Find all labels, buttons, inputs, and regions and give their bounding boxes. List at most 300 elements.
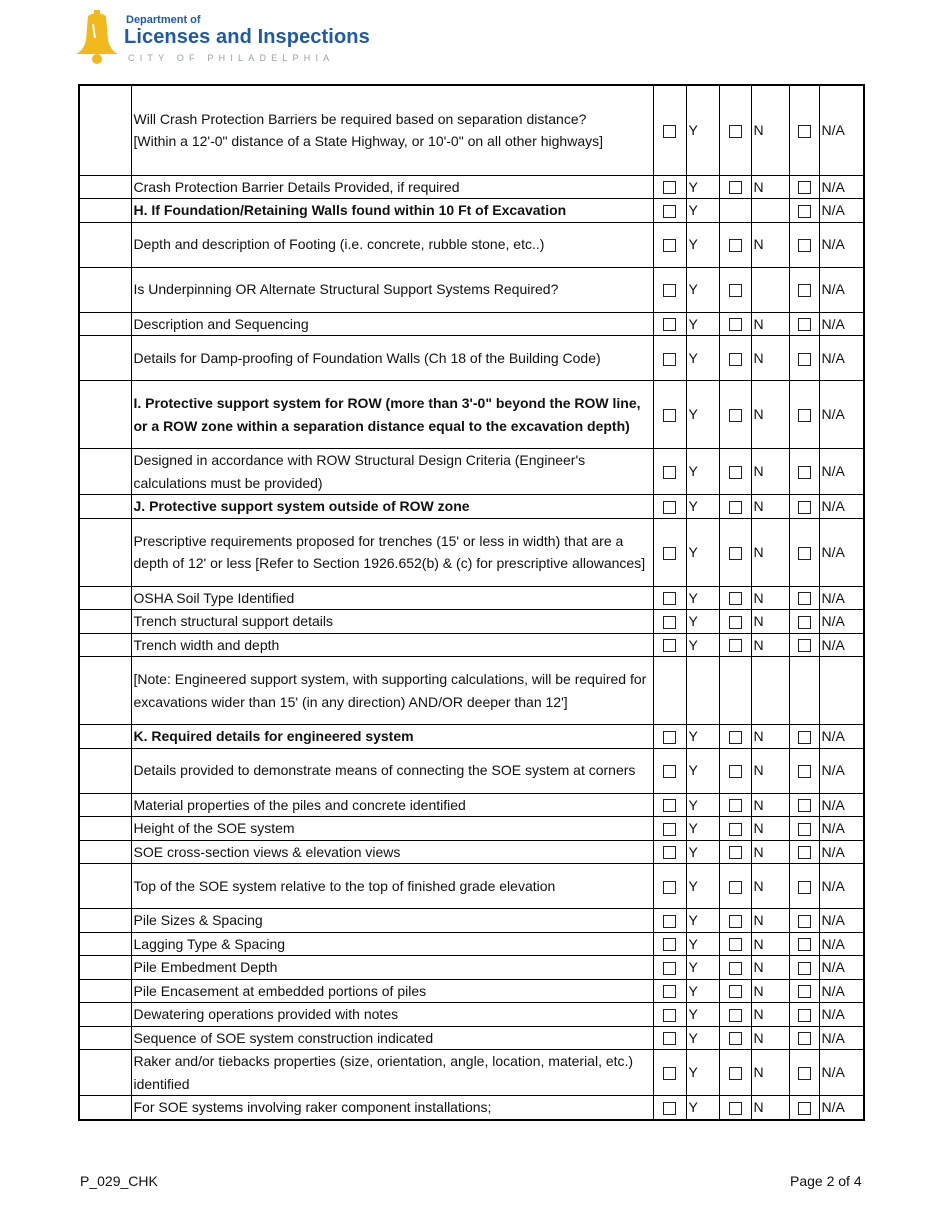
no-checkbox[interactable] (729, 731, 742, 744)
checklist-row (79, 85, 864, 175)
item-number-cell (79, 725, 131, 749)
na-checkbox-cell (789, 267, 819, 312)
na-label: N/A (819, 932, 864, 956)
yes-checkbox[interactable] (663, 616, 676, 629)
na-checkbox[interactable] (798, 765, 811, 778)
checklist-item-text: Raker and/or tiebacks properties (size, orientation, angle, location, material, etc.) identified (131, 1050, 653, 1096)
na-checkbox[interactable] (798, 181, 811, 194)
yes-checkbox-cell (653, 1096, 686, 1120)
na-checkbox[interactable] (798, 823, 811, 836)
no-checkbox-cell (719, 909, 751, 933)
no-checkbox-cell (719, 586, 751, 610)
yes-checkbox-cell (653, 1003, 686, 1027)
checklist-row (79, 1050, 864, 1096)
item-number-cell (79, 840, 131, 864)
no-checkbox[interactable] (729, 1009, 742, 1022)
no-checkbox-cell (719, 336, 751, 381)
no-checkbox-cell (719, 381, 751, 449)
na-checkbox-cell (789, 725, 819, 749)
yes-label: Y (686, 222, 719, 267)
checklist-item-text: Description and Sequencing (131, 312, 653, 336)
checklist-item-text: Prescriptive requirements proposed for trenches (15' or less in width) that are a depth of 12' or less [Refer to Section 1926.652(b) & (c) for prescriptive allowances] (131, 518, 653, 586)
yes-checkbox-cell (653, 175, 686, 199)
item-number-cell (79, 586, 131, 610)
na-label: N/A (819, 610, 864, 634)
yes-checkbox-cell (653, 840, 686, 864)
na-label: N/A (819, 979, 864, 1003)
yes-checkbox[interactable] (663, 799, 676, 812)
no-checkbox[interactable] (729, 353, 742, 366)
no-label: N (751, 1003, 789, 1027)
yes-checkbox-cell (653, 864, 686, 909)
na-label: N/A (819, 864, 864, 909)
item-number-cell (79, 1050, 131, 1096)
na-checkbox[interactable] (798, 284, 811, 297)
yes-label: Y (686, 267, 719, 312)
yes-label: Y (686, 932, 719, 956)
item-number-cell (79, 932, 131, 956)
checklist-item-text: Trench width and depth (131, 633, 653, 657)
no-checkbox[interactable] (729, 1067, 742, 1080)
item-number-cell (79, 85, 131, 175)
no-label: N (751, 336, 789, 381)
na-label: N/A (819, 267, 864, 312)
checklist-row (79, 312, 864, 336)
na-label: N/A (819, 586, 864, 610)
na-checkbox[interactable] (798, 985, 811, 998)
yes-label: Y (686, 956, 719, 980)
item-number-cell (79, 748, 131, 793)
na-checkbox[interactable] (798, 409, 811, 422)
item-number-cell (79, 657, 131, 725)
na-checkbox[interactable] (798, 239, 811, 252)
checklist-item-text: Is Underpinning OR Alternate Structural Support Systems Required? (131, 267, 653, 312)
no-label: N (751, 793, 789, 817)
checklist-item-text: [Note: Engineered support system, with supporting calculations, will be required for excavations wider than 15' (in any direction) AND/OR deeper than 12'] (131, 657, 653, 725)
form-code: P_029_CHK (80, 1173, 158, 1189)
yes-label: Y (686, 495, 719, 519)
na-checkbox-cell (789, 909, 819, 933)
yes-checkbox-cell (653, 495, 686, 519)
yes-checkbox[interactable] (663, 501, 676, 514)
na-label: N/A (819, 633, 864, 657)
item-number-cell (79, 381, 131, 449)
no-checkbox-cell (719, 793, 751, 817)
na-label: N/A (819, 840, 864, 864)
no-checkbox[interactable] (729, 846, 742, 859)
no-checkbox-cell (719, 1003, 751, 1027)
item-number-cell (79, 817, 131, 841)
no-label: N (751, 956, 789, 980)
checklist-item-text: Pile Encasement at embedded portions of piles (131, 979, 653, 1003)
checklist-item-text: Top of the SOE system relative to the top of finished grade elevation (131, 864, 653, 909)
na-checkbox[interactable] (798, 205, 811, 218)
yes-checkbox[interactable] (663, 284, 676, 297)
no-checkbox[interactable] (729, 409, 742, 422)
yes-checkbox[interactable] (663, 823, 676, 836)
no-checkbox-cell (719, 657, 751, 725)
no-label: N (751, 748, 789, 793)
section-heading: K. Required details for engineered system (131, 725, 653, 749)
na-checkbox[interactable] (798, 616, 811, 629)
yes-checkbox-cell (653, 979, 686, 1003)
no-checkbox-cell (719, 840, 751, 864)
no-label: N (751, 175, 789, 199)
checklist-row (79, 1003, 864, 1027)
page-number: Page 2 of 4 (790, 1173, 862, 1189)
yes-checkbox-cell (653, 909, 686, 933)
yes-checkbox[interactable] (663, 846, 676, 859)
na-checkbox[interactable] (798, 731, 811, 744)
yes-label: Y (686, 1096, 719, 1120)
yes-checkbox-cell (653, 449, 686, 495)
yes-checkbox-cell (653, 725, 686, 749)
checklist-row (79, 381, 864, 449)
no-label: N (751, 864, 789, 909)
item-number-cell (79, 610, 131, 634)
no-checkbox[interactable] (729, 181, 742, 194)
yes-checkbox[interactable] (663, 765, 676, 778)
no-label: N (751, 610, 789, 634)
yes-checkbox[interactable] (663, 547, 676, 560)
yes-checkbox-cell (653, 793, 686, 817)
no-label (751, 199, 789, 223)
checklist-row (79, 956, 864, 980)
na-label: N/A (819, 175, 864, 199)
yes-checkbox[interactable] (663, 466, 676, 479)
no-checkbox-cell (719, 175, 751, 199)
yes-checkbox[interactable] (663, 592, 676, 605)
item-number-cell (79, 267, 131, 312)
no-label: N (751, 381, 789, 449)
yes-label: Y (686, 312, 719, 336)
no-checkbox[interactable] (729, 985, 742, 998)
no-checkbox-cell (719, 633, 751, 657)
na-checkbox-cell (789, 748, 819, 793)
yes-checkbox[interactable] (663, 1067, 676, 1080)
yes-checkbox-cell (653, 817, 686, 841)
na-checkbox-cell (789, 381, 819, 449)
yes-checkbox[interactable] (663, 181, 676, 194)
no-checkbox[interactable] (729, 239, 742, 252)
yes-checkbox[interactable] (663, 962, 676, 975)
item-number-cell (79, 1026, 131, 1050)
checklist-item-text: Crash Protection Barrier Details Provided, if required (131, 175, 653, 199)
na-checkbox[interactable] (798, 466, 811, 479)
no-checkbox[interactable] (729, 962, 742, 975)
na-checkbox-cell (789, 657, 819, 725)
na-label: N/A (819, 1003, 864, 1027)
na-checkbox[interactable] (798, 1032, 811, 1045)
yes-checkbox[interactable] (663, 318, 676, 331)
na-checkbox-cell (789, 840, 819, 864)
na-checkbox-cell (789, 85, 819, 175)
checklist-row (79, 586, 864, 610)
no-label: N (751, 222, 789, 267)
na-label: N/A (819, 518, 864, 586)
yes-checkbox-cell (653, 932, 686, 956)
no-label: N (751, 909, 789, 933)
yes-label: Y (686, 175, 719, 199)
no-checkbox[interactable] (729, 501, 742, 514)
no-checkbox-cell (719, 1026, 751, 1050)
na-checkbox[interactable] (798, 639, 811, 652)
yes-checkbox[interactable] (663, 985, 676, 998)
no-label (751, 657, 789, 725)
na-checkbox[interactable] (798, 353, 811, 366)
na-checkbox-cell (789, 1003, 819, 1027)
yes-label: Y (686, 586, 719, 610)
na-label: N/A (819, 199, 864, 223)
section-heading: H. If Foundation/Retaining Walls found within 10 Ft of Excavation (131, 199, 653, 223)
no-checkbox-cell (719, 956, 751, 980)
no-checkbox[interactable] (729, 125, 742, 138)
no-checkbox-cell (719, 199, 751, 223)
na-checkbox-cell (789, 864, 819, 909)
yes-checkbox-cell (653, 518, 686, 586)
na-checkbox[interactable] (798, 1102, 811, 1115)
logo-department-text: Department of (126, 14, 201, 26)
liberty-bell-icon (74, 10, 120, 66)
no-checkbox-cell (719, 222, 751, 267)
yes-checkbox[interactable] (663, 125, 676, 138)
checklist-item-text: OSHA Soil Type Identified (131, 586, 653, 610)
checklist-row (79, 657, 864, 725)
yes-label: Y (686, 85, 719, 175)
yes-checkbox[interactable] (663, 731, 676, 744)
no-checkbox-cell (719, 864, 751, 909)
na-label: N/A (819, 222, 864, 267)
no-checkbox-cell (719, 817, 751, 841)
yes-checkbox-cell (653, 657, 686, 725)
na-checkbox[interactable] (798, 915, 811, 928)
na-checkbox-cell (789, 175, 819, 199)
na-label: N/A (819, 336, 864, 381)
checklist-row (79, 495, 864, 519)
no-checkbox[interactable] (729, 547, 742, 560)
item-number-cell (79, 979, 131, 1003)
item-number-cell (79, 793, 131, 817)
na-label: N/A (819, 725, 864, 749)
checklist-item-text: For SOE systems involving raker component installations; (131, 1096, 653, 1120)
no-checkbox[interactable] (729, 938, 742, 951)
no-checkbox-cell (719, 748, 751, 793)
checklist-row (79, 175, 864, 199)
no-label: N (751, 586, 789, 610)
yes-label: Y (686, 979, 719, 1003)
na-label: N/A (819, 85, 864, 175)
item-number-cell (79, 956, 131, 980)
na-checkbox-cell (789, 956, 819, 980)
no-label: N (751, 495, 789, 519)
checklist-item-text: Depth and description of Footing (i.e. concrete, rubble stone, etc..) (131, 222, 653, 267)
yes-label: Y (686, 449, 719, 495)
na-label: N/A (819, 1026, 864, 1050)
no-checkbox[interactable] (729, 616, 742, 629)
yes-checkbox[interactable] (663, 1009, 676, 1022)
item-number-cell (79, 864, 131, 909)
checklist-item-text: Lagging Type & Spacing (131, 932, 653, 956)
yes-label: Y (686, 381, 719, 449)
no-checkbox[interactable] (729, 466, 742, 479)
no-checkbox[interactable] (729, 1102, 742, 1115)
no-checkbox-cell (719, 725, 751, 749)
department-logo (74, 10, 374, 70)
no-label: N (751, 1050, 789, 1096)
checklist-table (78, 84, 865, 1121)
checklist-item-text: Pile Sizes & Spacing (131, 909, 653, 933)
na-label: N/A (819, 449, 864, 495)
checklist-row (79, 267, 864, 312)
no-label: N (751, 840, 789, 864)
na-label: N/A (819, 381, 864, 449)
na-label (819, 657, 864, 725)
checklist-row (79, 864, 864, 909)
no-label: N (751, 1096, 789, 1120)
yes-checkbox[interactable] (663, 353, 676, 366)
na-label: N/A (819, 956, 864, 980)
no-checkbox[interactable] (729, 881, 742, 894)
na-checkbox-cell (789, 932, 819, 956)
item-number-cell (79, 312, 131, 336)
na-label: N/A (819, 909, 864, 933)
no-label: N (751, 725, 789, 749)
checklist-item-text: Pile Embedment Depth (131, 956, 653, 980)
yes-checkbox-cell (653, 633, 686, 657)
checklist-item-text: Details for Damp-proofing of Foundation Walls (Ch 18 of the Building Code) (131, 336, 653, 381)
checklist-row (79, 979, 864, 1003)
no-label: N (751, 932, 789, 956)
no-label: N (751, 85, 789, 175)
no-checkbox[interactable] (729, 799, 742, 812)
checklist-row (79, 793, 864, 817)
no-checkbox-cell (719, 1050, 751, 1096)
yes-checkbox-cell (653, 1026, 686, 1050)
na-checkbox-cell (789, 979, 819, 1003)
na-checkbox[interactable] (798, 799, 811, 812)
na-checkbox-cell (789, 1026, 819, 1050)
yes-label: Y (686, 199, 719, 223)
item-number-cell (79, 1096, 131, 1120)
na-checkbox[interactable] (798, 881, 811, 894)
checklist-item-text: Height of the SOE system (131, 817, 653, 841)
yes-label: Y (686, 725, 719, 749)
yes-label: Y (686, 336, 719, 381)
no-checkbox[interactable] (729, 765, 742, 778)
na-checkbox[interactable] (798, 1009, 811, 1022)
na-checkbox[interactable] (798, 962, 811, 975)
yes-checkbox-cell (653, 748, 686, 793)
no-checkbox-cell (719, 518, 751, 586)
na-checkbox-cell (789, 1050, 819, 1096)
checklist-row (79, 909, 864, 933)
logo-title-text: Licenses and Inspections (124, 26, 370, 48)
yes-label: Y (686, 817, 719, 841)
na-checkbox[interactable] (798, 501, 811, 514)
no-label: N (751, 312, 789, 336)
no-checkbox[interactable] (729, 284, 742, 297)
na-checkbox-cell (789, 222, 819, 267)
na-checkbox[interactable] (798, 318, 811, 331)
yes-checkbox[interactable] (663, 639, 676, 652)
na-checkbox[interactable] (798, 125, 811, 138)
yes-checkbox[interactable] (663, 205, 676, 218)
checklist-item-text: SOE cross-section views & elevation views (131, 840, 653, 864)
yes-checkbox[interactable] (663, 239, 676, 252)
item-number-cell (79, 175, 131, 199)
yes-checkbox-cell (653, 267, 686, 312)
na-label: N/A (819, 793, 864, 817)
na-checkbox[interactable] (798, 846, 811, 859)
checklist-item-text: Will Crash Protection Barriers be required based on separation distance? [Within a 12'-0" distance of a State Highway, or 10'-0" on all other highways] (131, 85, 653, 175)
yes-checkbox-cell (653, 381, 686, 449)
yes-checkbox-cell (653, 222, 686, 267)
no-checkbox[interactable] (729, 639, 742, 652)
na-checkbox-cell (789, 793, 819, 817)
na-label: N/A (819, 1096, 864, 1120)
checklist-row (79, 222, 864, 267)
yes-checkbox-cell (653, 336, 686, 381)
na-checkbox-cell (789, 449, 819, 495)
checklist-row (79, 633, 864, 657)
no-checkbox-cell (719, 932, 751, 956)
yes-label: Y (686, 909, 719, 933)
yes-label: Y (686, 840, 719, 864)
no-label (751, 267, 789, 312)
no-checkbox-cell (719, 1096, 751, 1120)
yes-checkbox[interactable] (663, 409, 676, 422)
na-checkbox[interactable] (798, 1067, 811, 1080)
na-checkbox-cell (789, 586, 819, 610)
no-checkbox[interactable] (729, 1032, 742, 1045)
na-checkbox[interactable] (798, 547, 811, 560)
yes-checkbox[interactable] (663, 915, 676, 928)
yes-checkbox-cell (653, 956, 686, 980)
checklist-item-text: Trench structural support details (131, 610, 653, 634)
item-number-cell (79, 199, 131, 223)
no-label: N (751, 817, 789, 841)
no-checkbox-cell (719, 267, 751, 312)
item-number-cell (79, 222, 131, 267)
na-checkbox[interactable] (798, 592, 811, 605)
checklist-row (79, 336, 864, 381)
no-checkbox[interactable] (729, 823, 742, 836)
checklist-item-text: Details provided to demonstrate means of connecting the SOE system at corners (131, 748, 653, 793)
checklist-row (79, 932, 864, 956)
na-checkbox-cell (789, 1096, 819, 1120)
yes-checkbox[interactable] (663, 1102, 676, 1115)
section-heading: I. Protective support system for ROW (more than 3'-0" beyond the ROW line, or a ROW zone within a separation distance equal to the excavation depth) (131, 381, 653, 449)
yes-label: Y (686, 864, 719, 909)
no-checkbox[interactable] (729, 318, 742, 331)
na-checkbox-cell (789, 312, 819, 336)
checklist-row (79, 199, 864, 223)
checklist-row (79, 518, 864, 586)
yes-checkbox[interactable] (663, 881, 676, 894)
checklist-row (79, 1096, 864, 1120)
na-checkbox[interactable] (798, 938, 811, 951)
yes-checkbox[interactable] (663, 938, 676, 951)
no-label: N (751, 979, 789, 1003)
no-checkbox[interactable] (729, 592, 742, 605)
item-number-cell (79, 518, 131, 586)
yes-checkbox[interactable] (663, 1032, 676, 1045)
no-checkbox-cell (719, 312, 751, 336)
no-checkbox[interactable] (729, 915, 742, 928)
yes-checkbox-cell (653, 1050, 686, 1096)
yes-label: Y (686, 518, 719, 586)
item-number-cell (79, 1003, 131, 1027)
